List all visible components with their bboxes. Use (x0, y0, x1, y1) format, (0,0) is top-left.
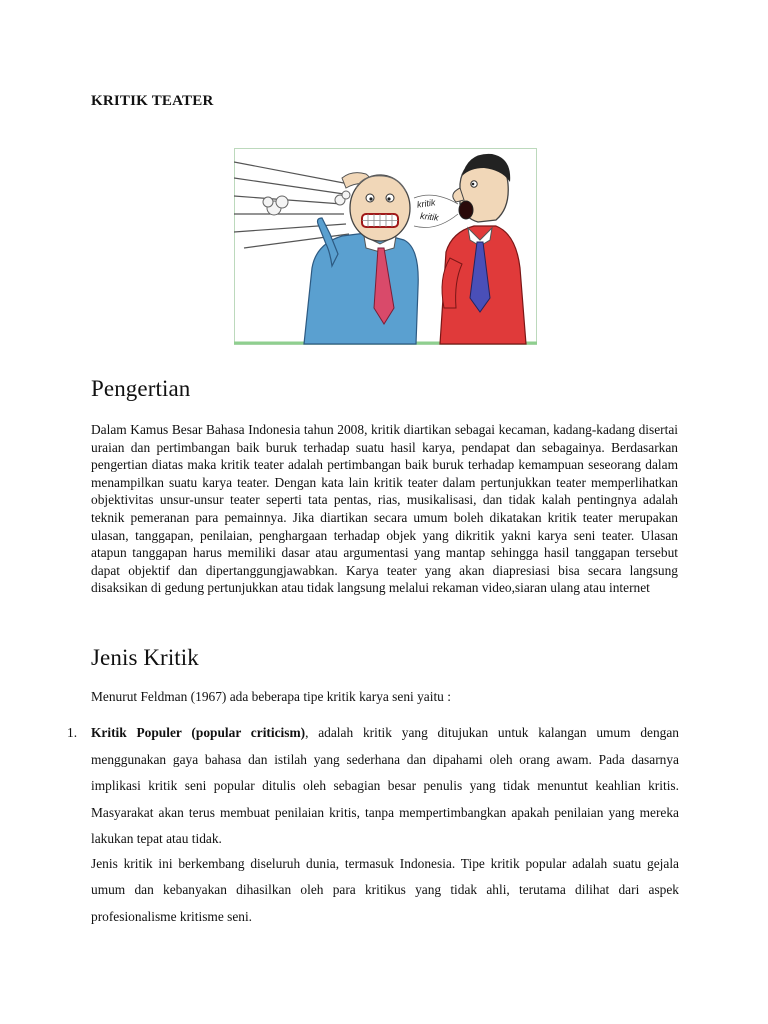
list-item-term: Kritik Populer (popular criticism) (91, 725, 306, 740)
right-man-mouth (459, 201, 473, 219)
cartoon-illustration (234, 148, 537, 345)
document-title: KRITIK TEATER (91, 93, 214, 109)
left-man-suit (304, 232, 418, 344)
shout-text-2: kritik (419, 210, 440, 223)
shout-text-1: kritik (416, 197, 437, 210)
section-heading-pengertian: Pengertian (91, 376, 191, 401)
list-item (67, 724, 679, 936)
list-item-extra: Jenis kritik ini berkembang diseluruh dunia, termasuk Indonesia. Tipe kritik popular adalah suatu gejala umum dan kebanyakan dihasilkan oleh para kritikus yang tidak ahli, terutama dilihat dari aspek profesionalisme kritisme seni. (91, 855, 679, 924)
cartoon-svg (234, 148, 537, 345)
pengertian-paragraph: Dalam Kamus Besar Bahasa Indonesia tahun 2008, kritik diartikan sebagai kecaman, kadang-kadang disertai uraian dan pertimbangan baik buruk terhadap suatu hasil karya, pendapat dan sebagainya. Berdasarkan pengertian diatas maka kritik teater adalah pertimbangan baik buruk terhadap kemampuan seseorang dalam menampilkan suatu karya teater. Dengan kata lain kritik teater dalam pertunjukkan teater memperlihatkan objektivitas unsur-unsur teater seperti tata pentas, rias, musikalisasi, dan tidak kalah pentingnya adalah teknik pemeranan para pemainnya. Jika diartikan secara umum boleh dikatakan kritik teater merupakan ulasan, tanggapan, penilaian, penghargaan terhadap objek yang dikritik yakni karya seni teater. Ulasan atapun tanggapan harus memiliki dasar atau argumentasi yang mantap sehingga hasil tanggapan tersebut dapat objektif dan dipertanggungjawabkan. Karya teater yang akan diapresiasi bisa secara langsung disaksikan di gedung pertunjukkan atau tidak langsung melalui rekaman video,siaran ulang atau internet (91, 422, 678, 596)
list-item-description: , adalah kritik yang ditujukan untuk kalangan umum dengan menggunakan gaya bahasa dan istilah yang sederhana dan dipahami oleh orang awam. Pada dasarnya implikasi kritik seni popular ditulis oleh sebagian besar penulis yang tidak menuntut keahlian kritis. Masyarakat akan terus membuat penilaian kritis, tanpa mempertimbangkan apakah penilaian yang mereka lakukan tepat atau tidak. (91, 725, 679, 846)
jenis-intro: Menurut Feldman (1967) ada beberapa tipe kritik karya seni yaitu : (91, 689, 451, 704)
list-item-number: 1. (67, 725, 78, 740)
list-item-text (91, 720, 679, 853)
section-heading-jenis-kritik: Jenis Kritik (91, 645, 199, 670)
